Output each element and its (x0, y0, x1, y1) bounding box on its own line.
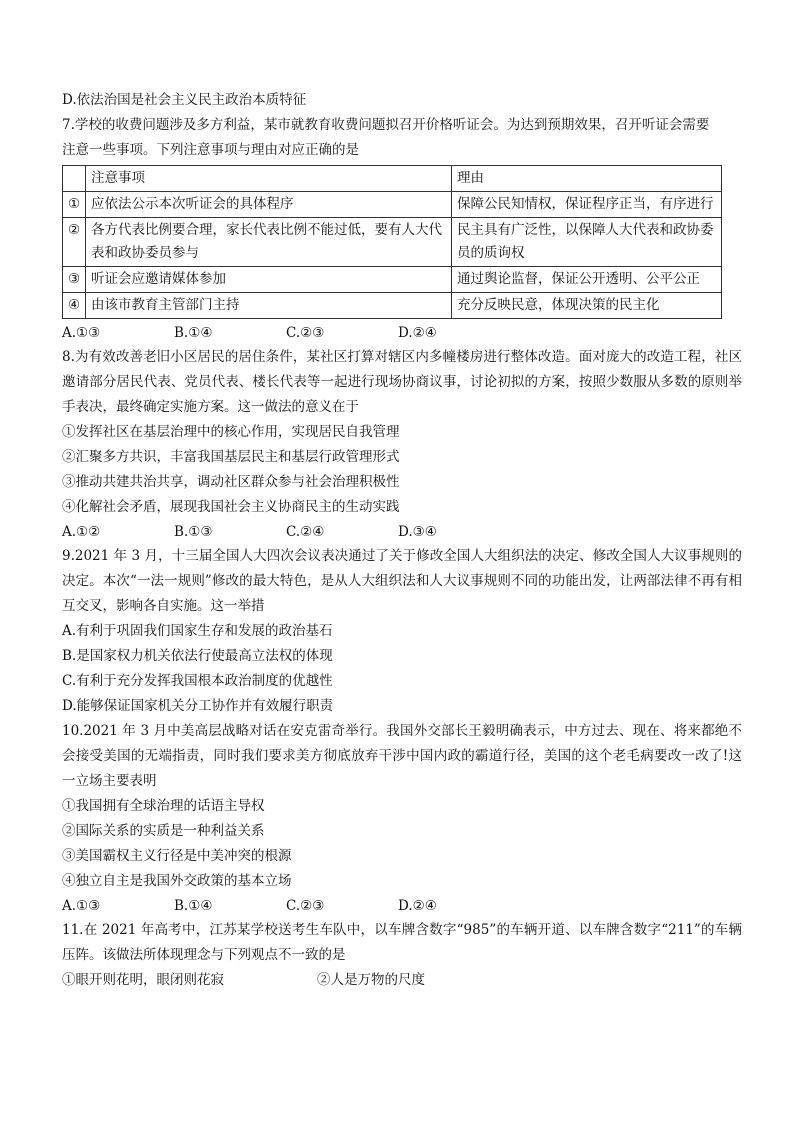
table-header-row (63, 166, 722, 192)
option-b: B.①③ (174, 524, 213, 540)
row-num: ③ (63, 267, 86, 293)
header-reason: 理由 (452, 166, 722, 192)
option-c: C.②④ (286, 524, 325, 540)
option-a: A.①③ (62, 898, 101, 914)
q7-table (62, 165, 722, 319)
row-reason: 充分反映民意，体现决策的民主化 (452, 293, 722, 319)
row-num: ④ (63, 293, 86, 319)
row-reason: 保障公民知情权，保证程序正当，有序进行 (452, 192, 722, 218)
option-a: A.①③ (62, 325, 101, 341)
row-item: 听证会应邀请媒体参加 (86, 267, 452, 293)
option-a: A.①② (62, 524, 101, 540)
option-d: D.②④ (398, 898, 437, 914)
q10-item-1: ①我国拥有全球治理的话语主导权 (62, 798, 265, 814)
q10-item-2: ②国际关系的实质是一种利益关系 (62, 823, 265, 839)
q8-stem: 8.为有效改善老旧小区居民的居住条件，某社区打算对辖区内多幢楼房进行整体改造。面对庞大的改造工程，社区邀请部分居民代表、党员代表、楼长代表等一起进行现场协商议事，讨论初拟的方案，按照少数服从多数的原则举手表决，最终确定实施方案。这一做法的意义在于 (62, 349, 742, 415)
q11-stem: 11.在 2021 年高考中，江苏某学校送考生车队中，以车牌含数字“985”的车辆开道、以车牌含数字“211”的车辆压阵。该做法所体现理念与下列观点不一致的是 (62, 922, 742, 963)
q10-stem: 10.2021 年 3 月中美高层战略对话在安克雷奇举行。我国外交部长王毅明确表示，中方过去、现在、将来都绝不会接受美国的无端指责，同时我们要求美方彻底放弃干涉中国内政的霸道行径，美国的这个老毛病要改一改了!这一立场主要表明 (62, 723, 742, 789)
option-b: B.①④ (174, 325, 213, 341)
row-item: 由该市教育主管部门主持 (86, 293, 452, 319)
q8-item-4: ④化解社会矛盾，展现我国社会主义协商民主的生动实践 (62, 499, 400, 515)
q10-options (62, 894, 742, 918)
row-reason: 通过舆论监督，保证公开透明、公平公正 (452, 267, 722, 293)
q9-choice-b: B.是国家权力机关依法行使最高立法权的体现 (62, 648, 333, 664)
option-c: C.②③ (286, 898, 325, 914)
table-row (63, 267, 722, 293)
q9-choice-a: A.有利于巩固我们国家生存和发展的政治基石 (62, 623, 333, 639)
q7-stem-line1: 7.学校的收费问题涉及多方利益，某市就教育收费问题拟召开价格听证会。为达到预期效果，召开听证会需要 (62, 117, 710, 133)
q10-item-3: ③美国霸权主义行径是中美冲突的根源 (62, 848, 292, 864)
q11-item-2: ②人是万物的尺度 (317, 972, 425, 988)
q9-choice-d: D.能够保证国家机关分工协作并有效履行职责 (62, 698, 334, 714)
q11-item-1: ①眼开则花明，眼闭则花寂 (62, 972, 224, 988)
q9-choice-c: C.有利于充分发挥我国根本政治制度的优越性 (62, 673, 333, 689)
table-row (63, 293, 722, 319)
row-num: ① (63, 192, 86, 218)
header-item: 注意事项 (86, 166, 452, 192)
table-row (63, 192, 722, 218)
table-row (63, 218, 722, 267)
q8-item-3: ③推动共建共治共享，调动社区群众参与社会治理积极性 (62, 474, 400, 490)
option-b: B.①④ (174, 898, 213, 914)
q8-item-1: ①发挥社区在基层治理中的核心作用，实现居民自我管理 (62, 424, 400, 440)
q10-item-4: ④独立自主是我国外交政策的基本立场 (62, 873, 292, 889)
q9-stem: 9.2021 年 3 月，十三届全国人大四次会议表决通过了关于修改全国人大组织法的决定、修改全国人大议事规则的决定。本次“一法一规则”修改的最大特色，是从人大组织法和人大议事规则不同的功能出发，让两部法律不再有相互交叉，影响各自实施。这一举措 (62, 548, 742, 614)
row-item: 各方代表比例要合理，家长代表比例不能过低，要有人大代表和政协委员参与 (86, 218, 452, 267)
option-c: C.②③ (286, 325, 325, 341)
header-num (63, 166, 86, 192)
q6-option-d: D.依法治国是社会主义民主政治本质特征 (62, 92, 307, 108)
option-d: D.③④ (398, 524, 437, 540)
row-reason: 民主具有广泛性，以保障人大代表和政协委员的质询权 (452, 218, 722, 267)
q7-options (62, 321, 742, 345)
row-num: ② (63, 218, 86, 267)
q8-item-2: ②汇聚多方共识，丰富我国基层民主和基层行政管理形式 (62, 449, 400, 465)
row-item: 应依法公示本次听证会的具体程序 (86, 192, 452, 218)
q11-items (62, 968, 742, 993)
q8-options (62, 520, 742, 544)
option-d: D.②④ (398, 325, 437, 341)
q7-stem-line2: 注意一些事项。下列注意事项与理由对应正确的是 (62, 142, 359, 158)
exam-page (62, 88, 742, 993)
